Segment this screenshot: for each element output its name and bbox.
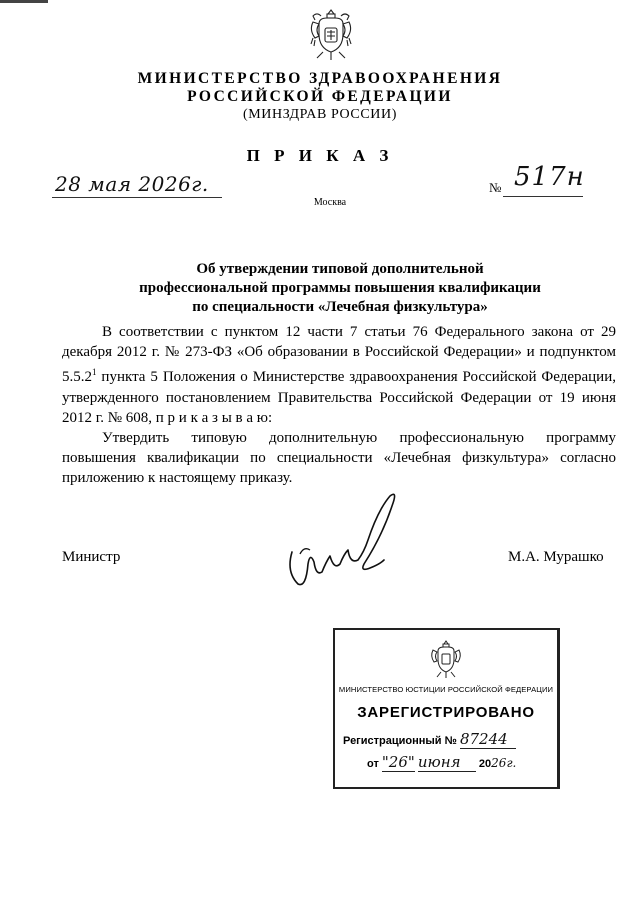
stamp-registration-line [343, 730, 516, 749]
stamp-reg-number: 87244 [460, 730, 516, 749]
subject-line1: Об утверждении типовой дополнительной [196, 261, 484, 277]
stamp-date-day: "26" [381, 753, 415, 771]
order-date-text: 28 мая 2026г. [55, 172, 209, 196]
body-paragraph-2: Утвердить типовую дополнительную профессиональную программу повышения квалификации по специальности «Лечебная физкультура» согласно приложению к настоящему приказу. [62, 430, 616, 487]
order-title: П Р И К А З [246, 146, 394, 165]
stamp-ministry-name: МИНИСТЕРСТВО ЮСТИЦИИ РОССИЙСКОЙ ФЕДЕРАЦИИ [338, 685, 554, 694]
order-body [62, 322, 616, 489]
minister-signature [282, 492, 412, 592]
coat-of-arms-icon [307, 8, 355, 62]
order-number-value: 517н [514, 162, 585, 192]
stamp-reg-label: Регистрационный № [343, 735, 457, 747]
ministry-header [0, 70, 640, 124]
order-number [489, 180, 501, 196]
scan-mark [0, 0, 48, 3]
registration-stamp [333, 628, 560, 789]
signer-name: М.А. Мурашко [508, 549, 604, 565]
subject-line3: по специальности «Лечебная физкультура» [192, 299, 488, 315]
ministry-name-line2: РОССИЙСКОЙ ФЕДЕРАЦИИ [187, 88, 453, 105]
stamp-date-prefix: от [367, 758, 379, 770]
order-date [55, 172, 209, 196]
ministry-name-line1: МИНИСТЕРСТВО ЗДРАВООХРАНЕНИЯ [137, 70, 503, 87]
stamp-date-year-suffix: 26г. [491, 756, 517, 770]
order-number-prefix: № [489, 180, 502, 195]
subject-line2: профессиональной программы повышения квалификации [139, 280, 541, 296]
paragraph1-part-b: пункта 5 Положения о Министерстве здравоохранения Российской Федерации, утвержденного постановлением Правительства Российской Федерации от 19 июня 2012 г. № 608, п р и к а з ы в а ю: [62, 369, 616, 426]
body-paragraph-1 [62, 322, 616, 428]
ministry-short-name: (МИНЗДРАВ РОССИИ) [243, 107, 397, 122]
stamp-coat-of-arms-icon [429, 640, 463, 680]
order-subject [90, 260, 590, 317]
stamp-date-line [367, 753, 516, 772]
signer-position: Министр [62, 549, 121, 565]
stamp-date-month: июня [418, 753, 476, 772]
paragraph1-part-a: В соответствии с пунктом 12 части 7 статьи 76 Федерального закона от 29 декабря 2012 г. № 273-ФЗ «Об образовании в Российской Федерации» и подпунктом 5.5.2 [62, 324, 616, 386]
paragraph1-superscript: 1 [92, 367, 97, 378]
city: Москва [313, 197, 347, 208]
stamp-date-year-prefix: 20 [478, 758, 492, 770]
stamp-title: ЗАРЕГИСТРИРОВАНО [357, 704, 535, 721]
